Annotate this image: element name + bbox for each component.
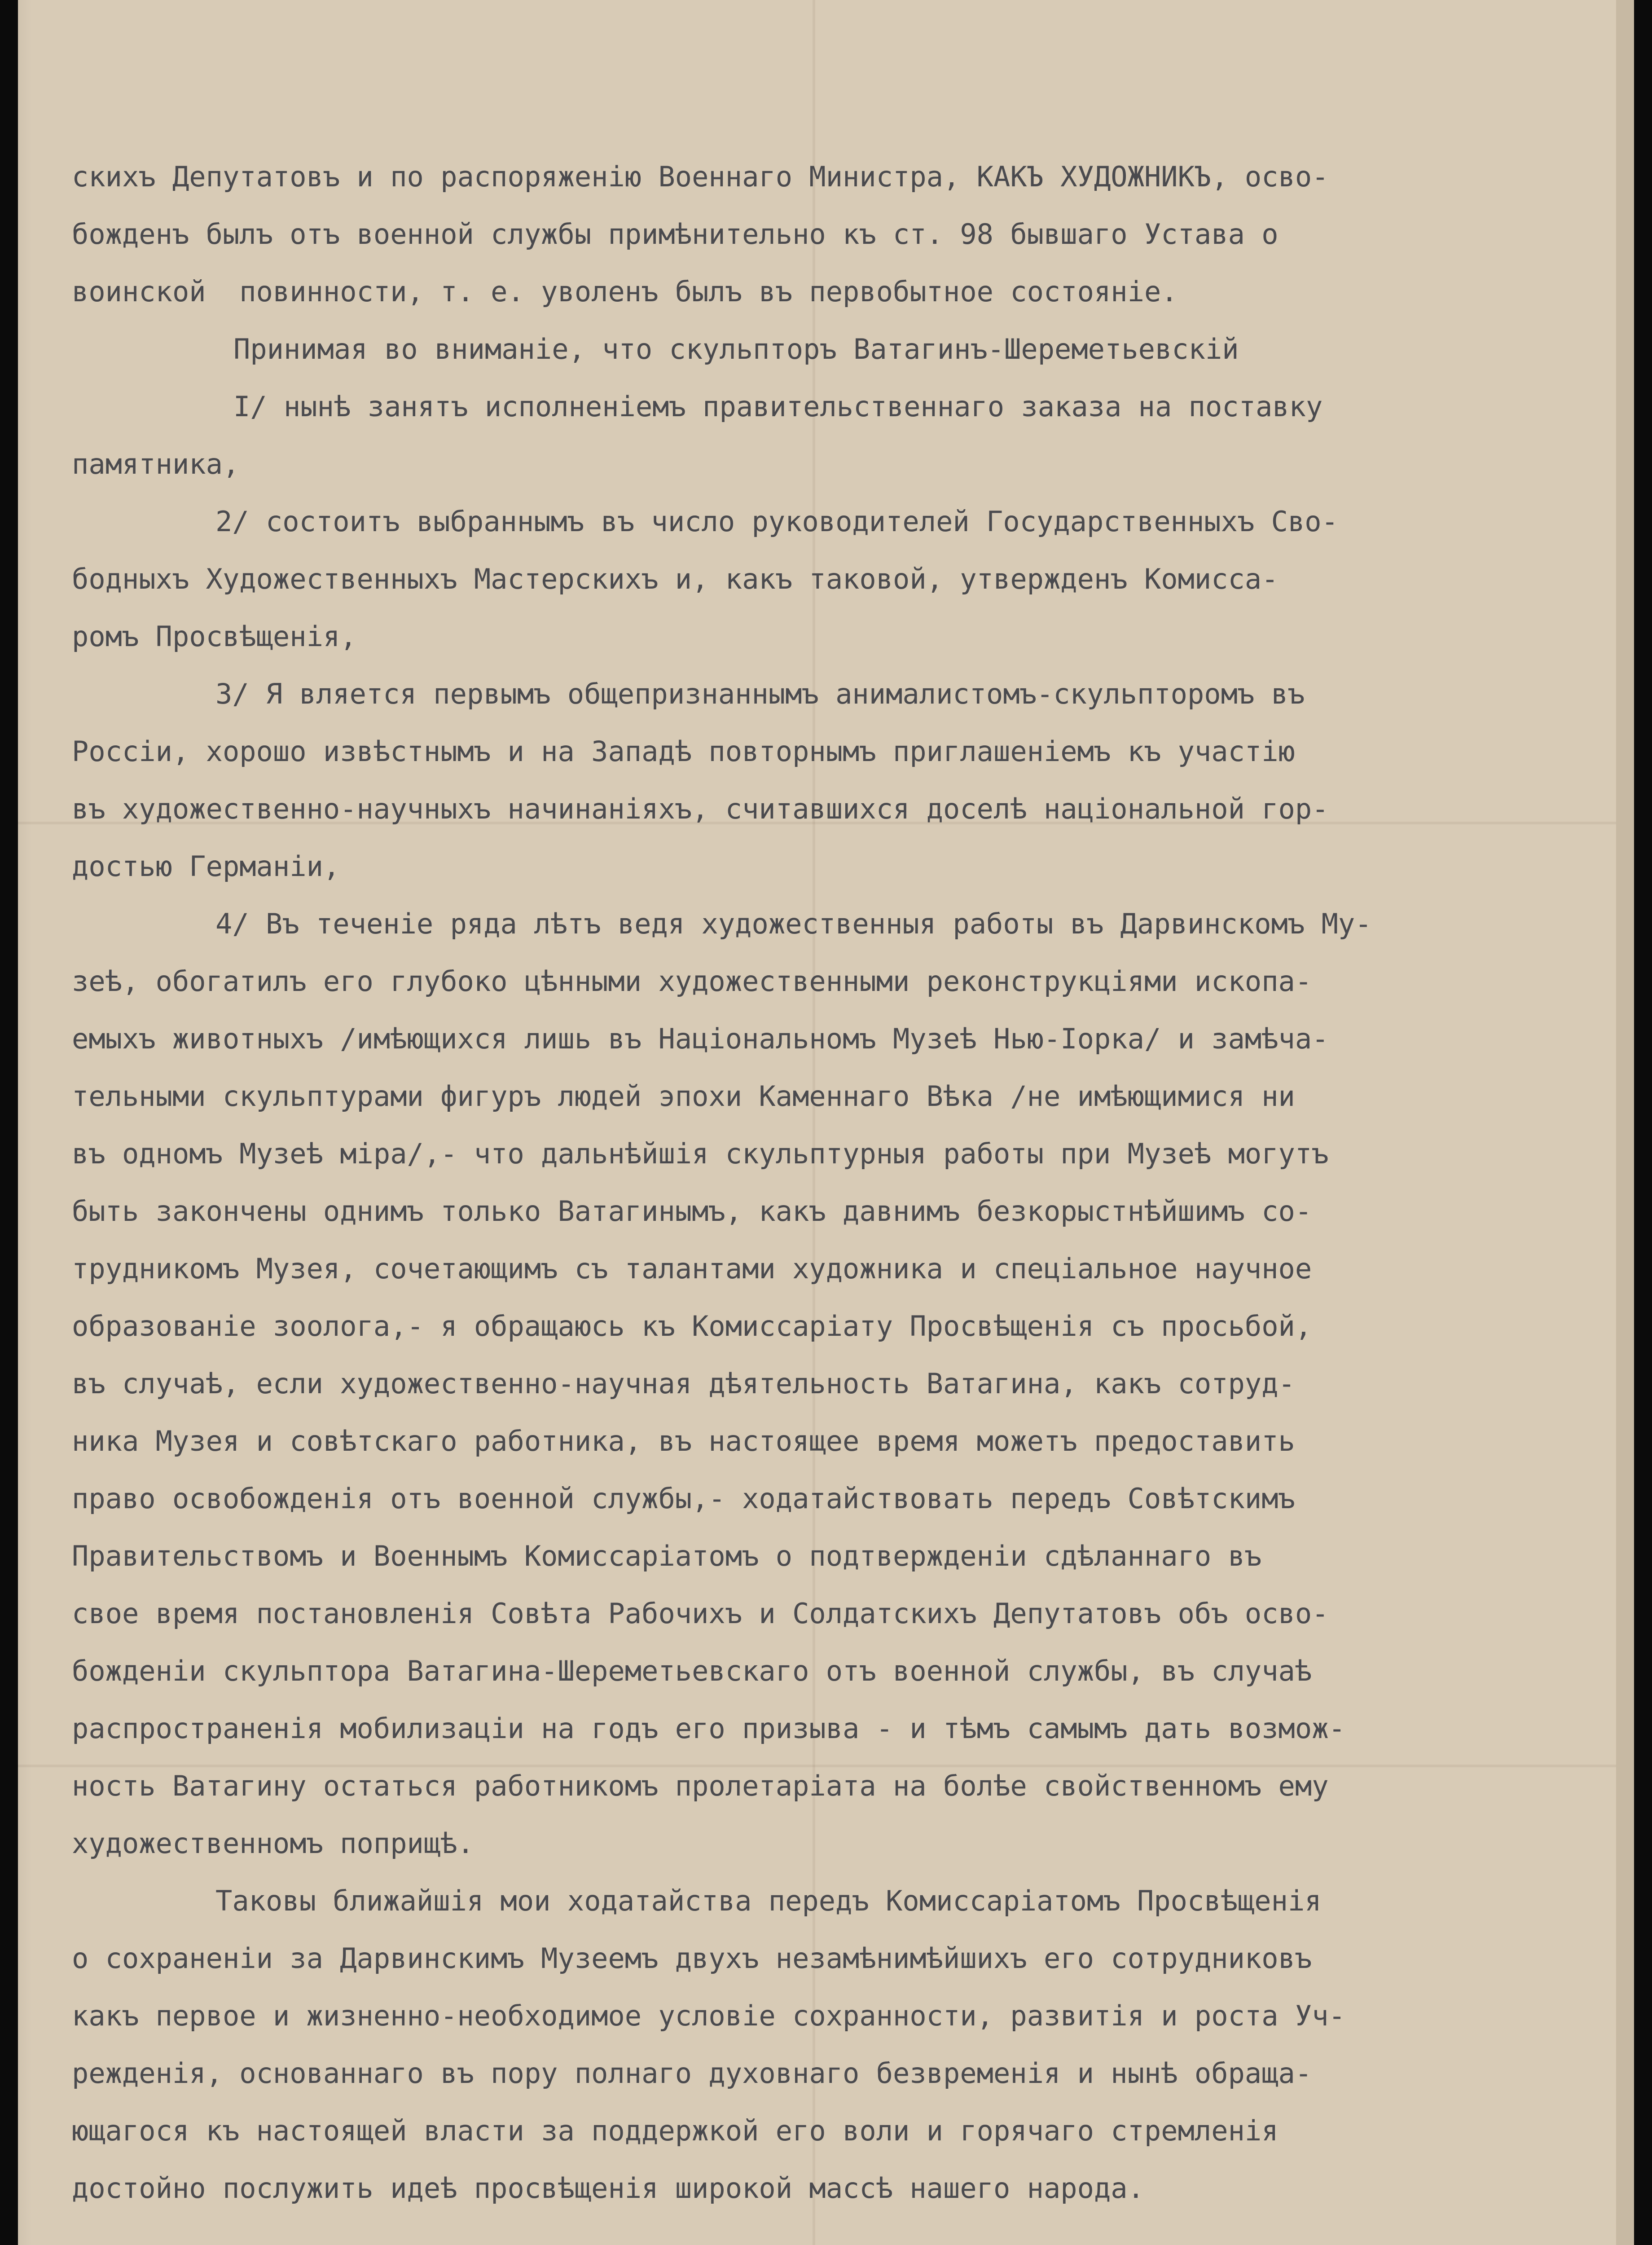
text-line: право освобожденія отъ военной службы,- ходатайствовать передъ Совѣтскимъ [72, 1482, 1295, 1515]
text-line: достойно послужить идеѣ просвѣщенія широкой массѣ нашего народа. [72, 2172, 1144, 2205]
text-line: трудникомъ Музея, сочетающимъ съ талантами художника и спеціальное научное [72, 1252, 1312, 1285]
intro-paragraph: Принимая во вниманіе, что скульпторъ Ватагинъ-Шереметьевскій [233, 333, 1239, 365]
text-line: Россіи, хорошо извѣстнымъ и на Западѣ повторнымъ приглашеніемъ къ участію [72, 735, 1295, 768]
point-1: I/ нынѣ занятъ исполненіемъ правительственнаго заказа на поставку [233, 390, 1323, 423]
closing-paragraph: Таковы ближайшія мои ходатайства передъ Комиссаріатомъ Просвѣщенія [215, 1884, 1322, 1917]
text-line: памятника, [72, 448, 240, 480]
text-line: ность Ватагину остаться работникомъ пролетаріата на болѣе свойственномъ ему [72, 1770, 1329, 1802]
text-line: распространенія мобилизаціи на годъ его призыва - и тѣмъ самымъ дать возмож- [72, 1712, 1345, 1745]
paper-edge [1616, 0, 1634, 2245]
text-line: скихъ Депутатовъ и по распоряженію Военнаго Министра, КАКЪ ХУДОЖНИКЪ, осво- [72, 160, 1329, 193]
text-line: емыхъ животныхъ /имѣющихся лишь въ Національномъ Музеѣ Нью-Іорка/ и замѣча- [72, 1022, 1329, 1055]
text-line: образованіе зоолога,- я обращаюсь къ Комиссаріату Просвѣщенія съ просьбой, [72, 1310, 1312, 1343]
text-line: ника Музея и совѣтскаго работника, въ настоящее время можетъ предоставить [72, 1425, 1295, 1457]
text-line: достью Германіи, [72, 850, 340, 883]
text-line: художественномъ поприщѣ. [72, 1827, 474, 1860]
text-line: въ одномъ Музеѣ міра/,- что дальнѣйшія скульптурныя работы при Музеѣ могутъ [72, 1137, 1329, 1170]
text-line: Правительствомъ и Военнымъ Комиссаріатомъ о подтвержденіи сдѣланнаго въ [72, 1540, 1262, 1572]
text-line: тельными скульптурами фигуръ людей эпохи Каменнаго Вѣка /не имѣющимися ни [72, 1080, 1295, 1113]
point-2: 2/ состоитъ выбраннымъ въ число руководителей Государственныхъ Сво- [215, 505, 1338, 538]
text-line: ющагося къ настоящей власти за поддержкой его воли и горячаго стремленія [72, 2114, 1279, 2147]
text-line: божденіи скульптора Ватагина-Шереметьевскаго отъ военной службы, въ случаѣ [72, 1655, 1312, 1687]
text-line: въ художественно-научныхъ начинаніяхъ, считавшихся доселѣ національной гор- [72, 792, 1329, 825]
text-line: режденія, основаннаго въ пору полнаго духовнаго безвременія и нынѣ обраща- [72, 2057, 1312, 2090]
point-3: 3/ Я вляется первымъ общепризнаннымъ анималистомъ-скульпторомъ въ [215, 678, 1305, 710]
text-line: ромъ Просвѣщенія, [72, 620, 357, 653]
text-line: какъ первое и жизненно-необходимое условіе сохранности, развитія и роста Уч- [72, 1999, 1345, 2032]
text-line: бодныхъ Художественныхъ Мастерскихъ и, какъ таковой, утвержденъ Комисса- [72, 563, 1279, 595]
text-line: зеѣ, обогатилъ его глубоко цѣнными художественными реконструкціями ископа- [72, 965, 1312, 998]
text-line: быть закончены однимъ только Ватагинымъ, какъ давнимъ безкорыстнѣйшимъ со- [72, 1195, 1312, 1228]
text-line: о сохраненіи за Дарвинскимъ Музеемъ двухъ незамѣнимѣйшихъ его сотрудниковъ [72, 1942, 1312, 1975]
text-line: въ случаѣ, если художественно-научная дѣятельность Ватагина, какъ сотруд- [72, 1367, 1295, 1400]
text-line: божденъ былъ отъ военной службы примѣнительно къ ст. 98 бывшаго Устава о [72, 218, 1279, 251]
typed-text-body [72, 148, 1580, 2217]
point-4: 4/ Въ теченіе ряда лѣтъ ведя художественныя работы въ Дарвинскомъ Му- [215, 907, 1372, 940]
text-line: свое время постановленія Совѣта Рабочихъ и Солдатскихъ Депутатовъ объ осво- [72, 1597, 1329, 1630]
text-line: воинской повинности, т. е. уволенъ былъ въ первобытное состояніе. [72, 275, 1178, 308]
